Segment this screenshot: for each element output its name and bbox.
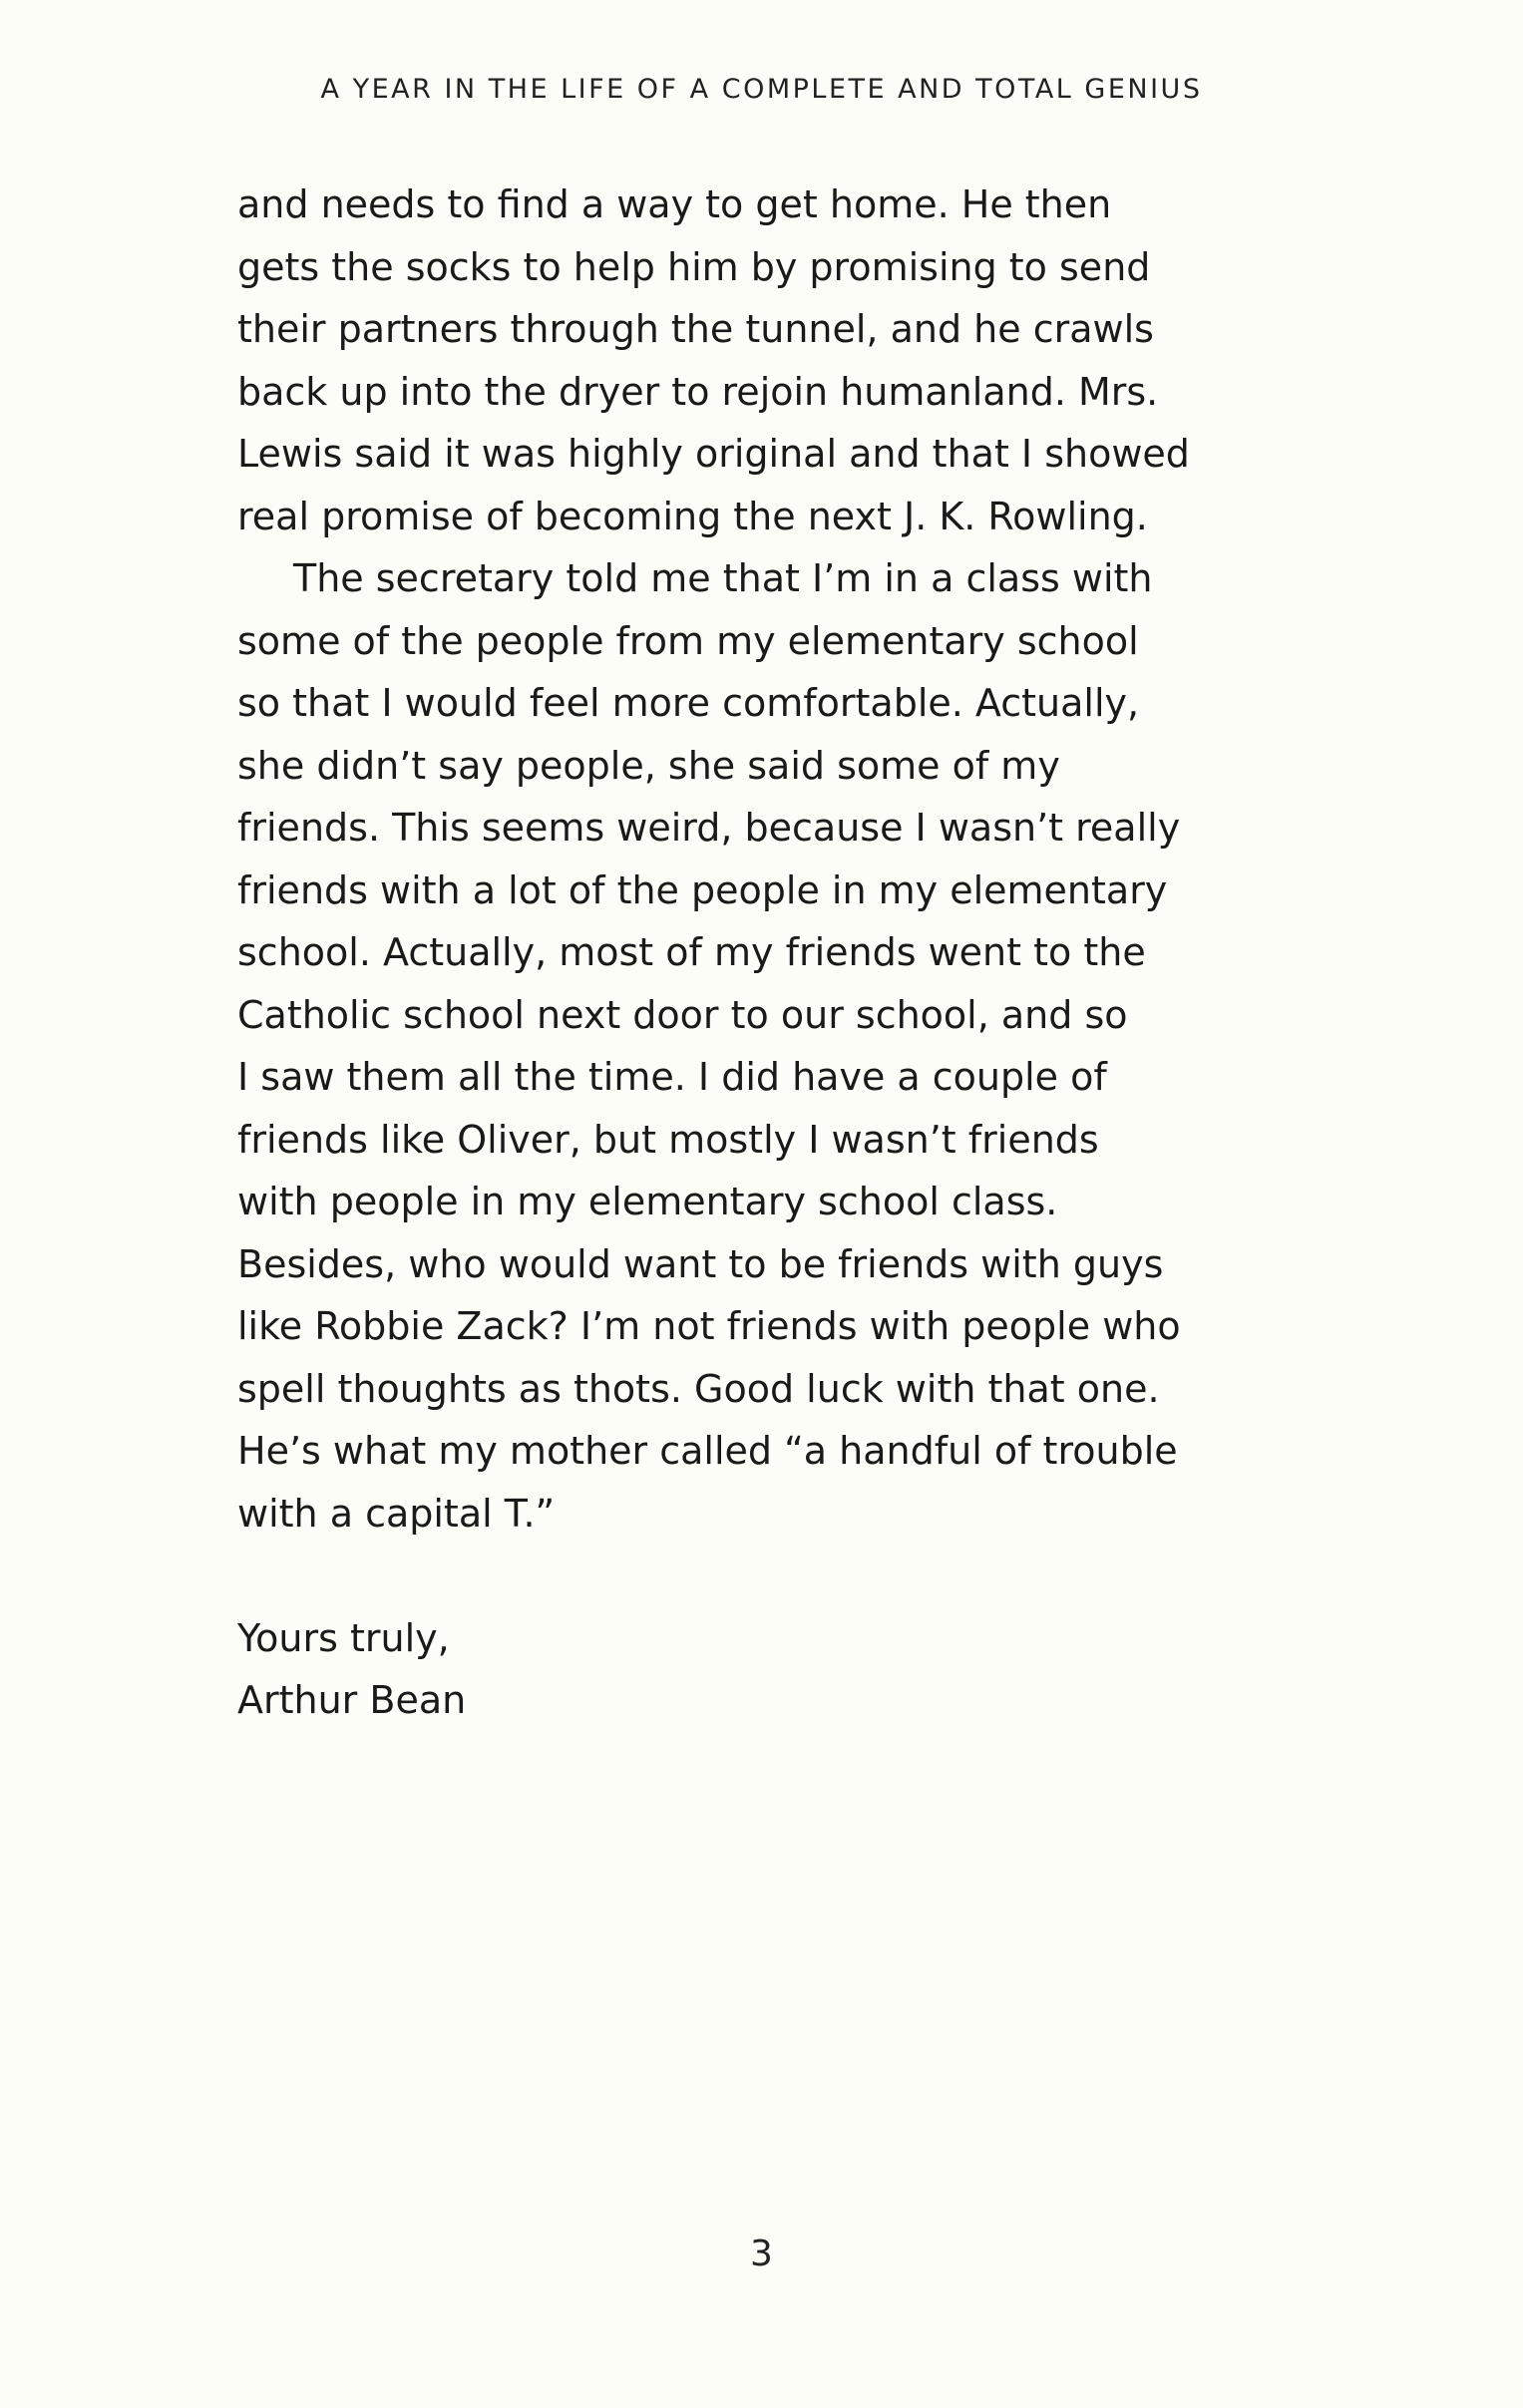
- text-line: like Robbie Zack? I’m not friends with people who: [237, 1304, 1181, 1348]
- closing-salutation: Yours truly,: [237, 1615, 450, 1660]
- text-line: gets the socks to help him by promising to send: [237, 244, 1151, 289]
- paragraph-start-line: The secretary told me that I’m in a class with: [293, 556, 1153, 600]
- text-line: with a capital T.”: [237, 1491, 556, 1536]
- page-number: 3: [750, 2234, 773, 2274]
- paragraph-spacer: [237, 1545, 1275, 1607]
- text-line: friends like Oliver, but mostly I wasn’t friends: [237, 1117, 1099, 1162]
- text-line: and needs to find a way to get home. He then: [237, 182, 1112, 226]
- text-line: so that I would feel more comfortable. Actually,: [237, 681, 1140, 725]
- text-line: spell thoughts as thots. Good luck with that one.: [237, 1366, 1160, 1411]
- text-line: friends. This seems weird, because I wasn’t really: [237, 806, 1181, 850]
- text-line: with people in my elementary school class.: [237, 1180, 1058, 1223]
- text-line: she didn’t say people, she said some of my: [237, 743, 1060, 788]
- text-line: I saw them all the time. I did have a couple of: [237, 1055, 1107, 1099]
- text-line: friends with a lot of the people in my elementary: [237, 867, 1168, 912]
- text-line: school. Actually, most of my friends went to the: [237, 930, 1146, 974]
- text-line: Catholic school next door to our school, and so: [237, 992, 1128, 1037]
- letter-body: [237, 173, 1275, 1732]
- signature: Arthur Bean: [237, 1678, 467, 1722]
- text-line: He’s what my mother called “a handful of trouble: [237, 1429, 1178, 1473]
- text-line: some of the people from my elementary school: [237, 618, 1139, 663]
- text-line: back up into the dryer to rejoin humanland. Mrs.: [237, 369, 1159, 414]
- text-line: Lewis said it was highly original and that I showed: [237, 432, 1190, 476]
- text-line: their partners through the tunnel, and he crawls: [237, 307, 1154, 351]
- text-line: Besides, who would want to be friends with guys: [237, 1241, 1164, 1286]
- running-header: A YEAR IN THE LIFE OF A COMPLETE AND TOTAL GENIUS: [320, 74, 1203, 105]
- text-line: real promise of becoming the next J. K. Rowling.: [237, 494, 1148, 538]
